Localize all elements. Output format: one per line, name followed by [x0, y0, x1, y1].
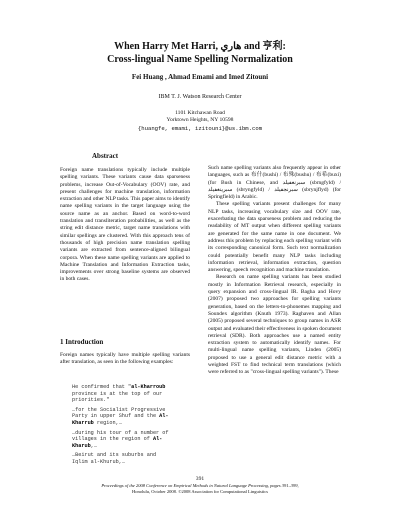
- introduction-paragraph: Foreign names typically have multiple spelling variants after translation, as seen in the following examples:: [60, 352, 190, 366]
- paper-title: [40, 40, 360, 66]
- body-paragraph: These spelling variants present challenges for many NLP tasks, increasing vocabulary size and OOV rate, exacerbating the data sparseness problem and reducing the readability of MT output when different spelling variants are generated for the same name in one document. We address this problem by replacing each spelling variant with its corresponding canonical form. Such text normalization could potentially benefit many NLP tasks including information retrieval, information extraction, question answering, speech recognition and machine translation.: [208, 201, 341, 274]
- address-line-1: 1101 Kitchawan Road: [175, 110, 225, 116]
- body-paragraph: Such name spelling variants also frequently appear in other languages, such as 布什(bushi) / 布殊(bushu) / 布希(buxi) (for Bush in Chinese, and سبرنغفيلد (sbrngfyld) / سبرينغفيلد (sbryngfyld) / سبرنجفيلد (sbrynjflyd) (for Springfield) in Arabic.: [208, 165, 341, 201]
- page-number: 391: [195, 476, 205, 482]
- body-paragraph: Research on name spelling variants has been studied mostly in Information Retrieval research, especially in query expansion and cross-lingual IR. Bagha and Hovy (2007) proposed two approaches for spelling variants generation, based on the letters-to-phonemes mapping and Soundex algorithm (Knuth 1973). Raghaven and Allan (2005) proposed several techniques to group names in ASR output and evaluated their effectiveness in spoken document retrieval (SDR). Both approaches use a named entity extraction system to automatically identify names. For multi-lingual name spelling variants, Linden (2005) proposed to use a general edit distance metric with a weighted FST to find technical term translations (which were referred to as "cross-lingual spelling variants"). These: [208, 274, 341, 376]
- title-line-2: Cross-lingual Name Spelling Normalization: [107, 54, 293, 65]
- title-line-1: When Harry Met Harri, هاري and 亨利:: [114, 41, 286, 52]
- example-item: …during his tour of a number of villages in the region of Al-Kharub,…: [72, 429, 169, 449]
- abstract-paragraph: Foreign name translations typically include multiple spelling variants. These variants cause data sparseness problems, increase Out-of-Vocabulary (OOV) rate, and present challenges for machine translation, information extraction and other NLP tasks. This paper aims to identify name spelling variants in the target language using the source name as an anchor. Based on word-to-word translation and transliteration probabilities, as well as the string edit distance metric, target name translations with similar spellings are clustered. With this approach tens of thousands of high precision name translation spelling variants are extracted from sentence-aligned bilingual corpora. When these name spelling variants are applied to Machine Translation and Information Extraction tasks, improvements over strong baseline systems are observed in both cases.: [60, 167, 190, 283]
- affiliation: IBM T. J. Watson Research Center: [158, 94, 242, 100]
- example-list: [72, 384, 172, 469]
- right-column-text: [208, 165, 341, 377]
- example-item: …for the Socialist Progressive Party in upper Shuf and the Al-Kharrub region,…: [72, 406, 169, 426]
- address-line-2: Yorktown Heights, NY 10598: [166, 117, 234, 124]
- footer-line-2: Honolulu, October 2008. ©2008 Association for Computational Linguistics: [131, 488, 269, 494]
- example-item: …Beirut and its suburbs and Iqlim al-Khurub,…: [72, 452, 157, 465]
- author-list: Fei Huang , Ahmad Emami and Imed Zitouni: [131, 73, 269, 81]
- proceedings-footer: [40, 483, 360, 494]
- address-block: [40, 110, 360, 132]
- footer-line-1: Proceedings of the 2008 Conference on Empirical Methods in Natural Language Processing, pages 391–399,: [101, 483, 299, 488]
- introduction-heading: 1 Introduction: [60, 338, 104, 346]
- email-line: {huangfe, emami, izitouni}@us.ibm.com: [137, 124, 263, 132]
- example-item: He confirmed that "al-Kharroub province is at the top of our priorities.": [72, 384, 166, 404]
- abstract-heading: Abstract: [92, 152, 119, 160]
- introduction-text: [60, 352, 190, 367]
- abstract-text: [60, 167, 190, 284]
